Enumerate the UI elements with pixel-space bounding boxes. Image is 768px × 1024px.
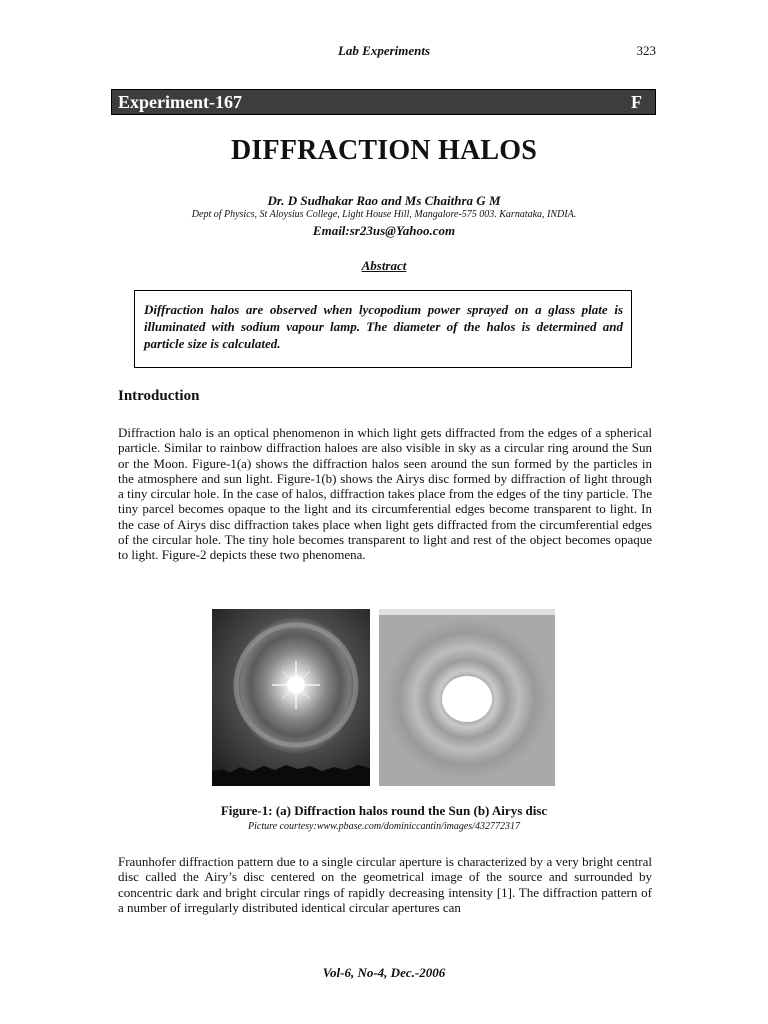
affiliation: Dept of Physics, St Aloysius College, Light House Hill, Mangalore-575 003. Karnataka, INDIA. (191, 209, 577, 220)
figure-caption: Figure-1: (a) Diffraction halos round the Sun (b) Airys disc (220, 803, 548, 818)
paper-title: DIFFRACTION HALOS (231, 135, 537, 166)
introduction-paragraph-1: Diffraction halo is an optical phenomenon in which light gets diffracted from the edges of a spherical particle. Similar to rainbow diffraction haloes are also visible in sky as a circular ring around the Sun or the Moon. Figure-1(a) shows the diffraction halos seen around the sun formed by the particles in the atmosphere and sun light. Figure-1(b) shows the Airys disc formed by diffraction of light through a tiny circular hole. In the case of halos, diffraction takes place from the edges of the tiny particle. The tiny parcel becomes opaque to the light and its circumferential edges become transparent to light. In the case of Airys disc diffraction takes place when light gets diffracted from the circumferential edges of the circular hole. The tiny hole becomes transparent to light and rest of the object becomes opaque to light. Figure-2 depicts these two phenomena. (118, 425, 652, 563)
experiment-label: Experiment-167 (118, 91, 242, 112)
email: Email:sr23us@Yahoo.com (312, 223, 456, 238)
running-header: Lab Experiments (337, 43, 431, 58)
introduction-paragraph-2: Fraunhofer diffraction pattern due to a single circular aperture is characterized by a very bright central disc called the Airy’s disc centered on the geometrical image of the source and surrounded by concentric dark and bright circular rings of rapidly decreasing intensity [1]. The diffraction pattern of a number of irregularly distributed identical circular apertures can (118, 854, 652, 915)
footer-volume: Vol-6, No-4, Dec.-2006 (322, 965, 446, 980)
page-number: 323 (636, 43, 656, 58)
figure-airy-disc (379, 609, 555, 786)
abstract-box: Diffraction halos are observed when lycopodium power sprayed on a glass plate is illuminated with sodium vapour lamp. The diameter of the halos is determined and particle size is calculated. (134, 290, 632, 368)
abstract-heading: Abstract (361, 258, 407, 273)
figure-credit: Picture courtesy:www.pbase.com/dominiccantin/images/432772317 (248, 821, 520, 832)
figure-sun-halo (212, 609, 370, 786)
authors: Dr. D Sudhakar Rao and Ms Chaithra G M (267, 193, 501, 208)
experiment-category: F (631, 91, 642, 112)
experiment-banner (111, 89, 656, 115)
introduction-heading: Introduction (118, 388, 200, 404)
